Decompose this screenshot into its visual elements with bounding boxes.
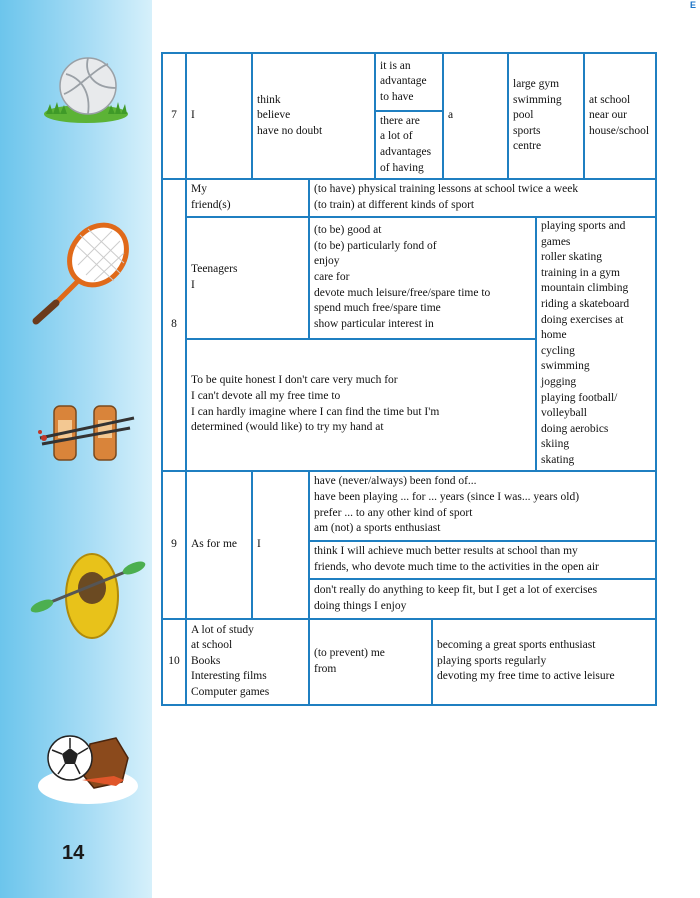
places-cell: large gym swimming pool sports centre — [508, 53, 584, 179]
text-cell-2: think I will achieve much better results at school than my friends, who devote much time to the activities in the open air — [309, 541, 656, 579]
verb-cell: (to prevent) me from — [309, 619, 432, 705]
subjects-cell: A lot of study at school Books Interesting films Computer games — [186, 619, 309, 705]
verbs-cell: think believe have no doubt — [252, 53, 375, 179]
verbs-cell: (to be) good at (to be) particularly fond of enjoy care for devote much leisure/free/spare time to spend much free/spare time show particular interest in — [309, 217, 536, 339]
substitution-table — [161, 52, 657, 706]
locations-cell: at school near our house/school — [584, 53, 656, 179]
row-number: 10 — [162, 619, 186, 705]
subject-cell: Teenagers I — [186, 217, 309, 339]
table-row-7 — [162, 53, 656, 111]
table-row-8 — [162, 179, 656, 217]
brand-logo: E — [689, 0, 696, 10]
table-row-9 — [162, 471, 656, 541]
page-number: 14 — [62, 842, 85, 864]
row-number: 7 — [162, 53, 186, 179]
phrase-cell-1: it is an advantage to have — [375, 53, 443, 111]
subject-cell: My friend(s) — [186, 179, 309, 217]
tennis-racket-icon — [28, 215, 140, 325]
volleyball-icon — [36, 48, 136, 128]
skis-icon — [30, 398, 140, 466]
honest-text-cell: To be quite honest I don't care very much for I can't devote all my free time to I can hardly imagine where I can find the time but I'm determined (would like) to try my hand at — [186, 339, 536, 471]
activities-cell: playing sports and games roller skating training in a gym mountain climbing riding a skateboard doing exercises at home cycling swimming jogging playing football/ volleyball doing aerobics skiing skating — [536, 217, 656, 471]
friends-text-cell: (to have) physical training lessons at school twice a week (to train) at different kinds of sport — [309, 179, 656, 217]
intro-cell: As for me — [186, 471, 252, 619]
article-cell: a — [443, 53, 508, 179]
football-boots-icon — [30, 724, 142, 810]
phrase-cell-2: there are a lot of advantages of having — [375, 111, 443, 179]
subject-cell: I — [252, 471, 309, 619]
table-row-10 — [162, 619, 656, 705]
row-number: 8 — [162, 179, 186, 471]
subject-cell: I — [186, 53, 252, 179]
text-cell-3: don't really do anything to keep fit, but I get a lot of exercises doing things I enjoy — [309, 579, 656, 619]
row-number: 9 — [162, 471, 186, 619]
objects-cell: becoming a great sports enthusiast playing sports regularly devoting my free time to active leisure — [432, 619, 656, 705]
kayak-icon — [28, 546, 146, 642]
text-cell-1: have (never/always) been fond of... have been playing ... for ... years (since I was... years old) prefer ... to any other kind of sport am (not) a sports enthusiast — [309, 471, 656, 541]
